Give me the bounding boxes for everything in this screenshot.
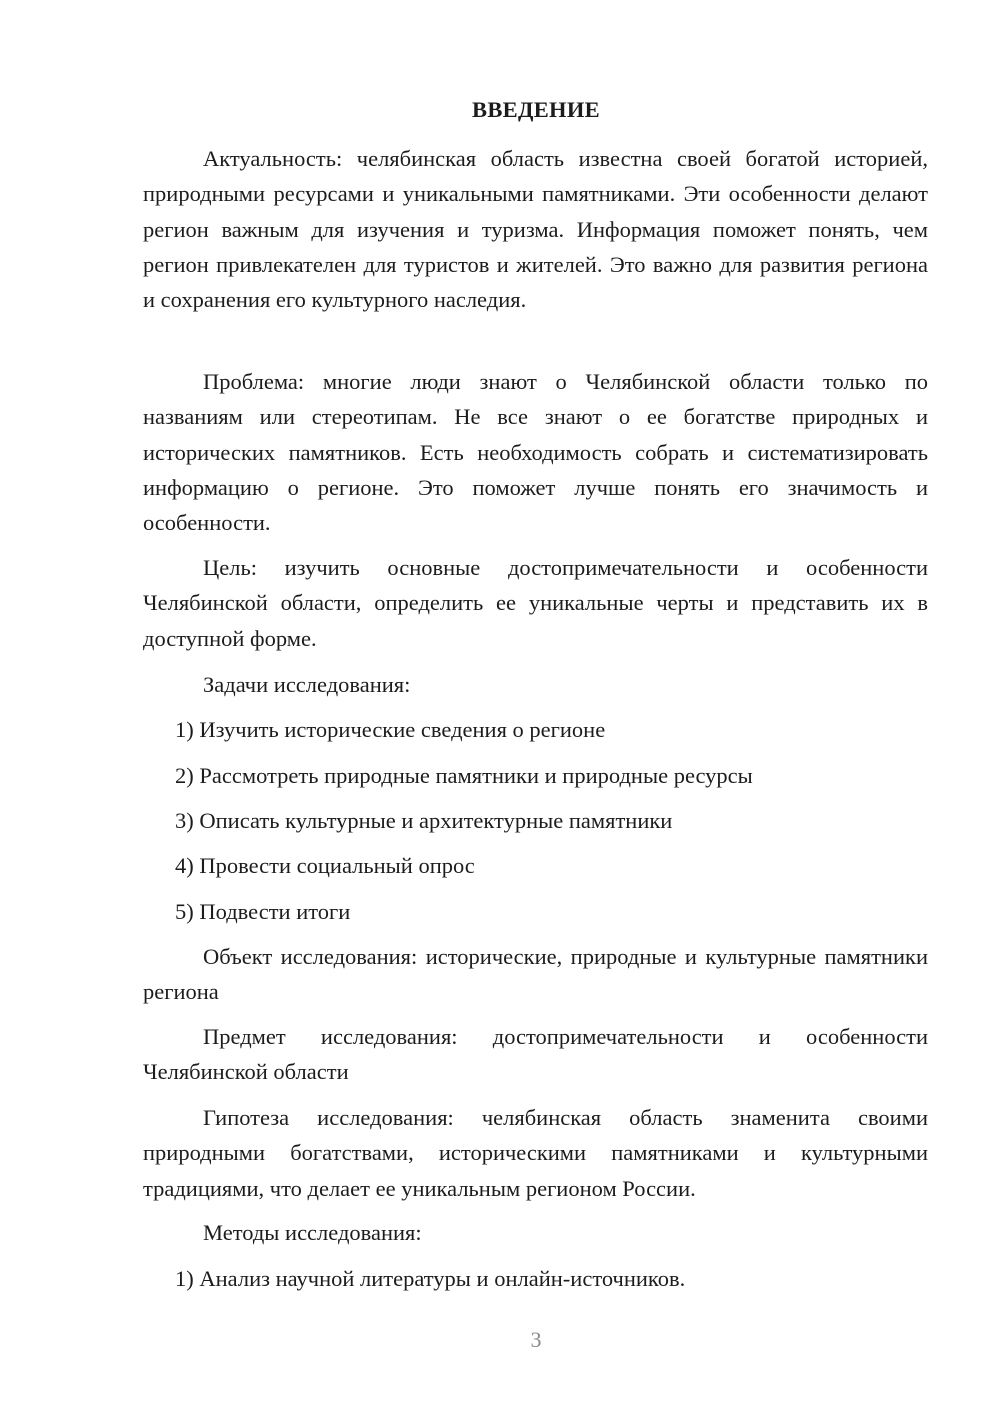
subject-paragraph: Предмет исследования: достопримечательности и особенности Челябинской области	[143, 1024, 928, 1085]
task-item: 5) Подвести итоги	[175, 899, 351, 924]
problem-paragraph: Проблема: многие люди знают о Челябинской области только по названиям или стереотипам. Не все знают о ее богатстве природных и исторических памятников. Есть необходимость собрать и систематизировать информацию о регионе. Это поможет лучше понять его значимость и особенности.	[143, 369, 928, 536]
task-item: 1) Изучить исторические сведения о регионе	[175, 717, 606, 742]
task-item: 4) Провести социальный опрос	[175, 853, 475, 878]
method-item: 1) Анализ научной литературы и онлайн-источников.	[175, 1266, 686, 1291]
task-item: 2) Рассмотреть природные памятники и природные ресурсы	[175, 763, 753, 788]
section-title: ВВЕДЕНИЕ	[472, 97, 600, 122]
page-number: 3	[530, 1327, 542, 1352]
tasks-heading: Задачи исследования:	[203, 672, 411, 697]
task-item: 3) Описать культурные и архитектурные памятники	[175, 808, 673, 833]
object-paragraph: Объект исследования: исторические, природные и культурные памятники региона	[143, 944, 928, 1005]
goal-paragraph: Цель: изучить основные достопримечательности и особенности Челябинской области, определить ее уникальные черты и представить их в доступной форме.	[143, 555, 928, 651]
relevance-paragraph: Актуальность: челябинская область известна своей богатой историей, природными ресурсами и уникальными памятниками. Эти особенности делают регион важным для изучения и туризма. Информация поможет понять, чем регион привлекателен для туристов и жителей. Это важно для развития региона и сохранения его культурного наследия.	[143, 146, 928, 313]
methods-heading: Методы исследования:	[203, 1220, 422, 1245]
hypothesis-paragraph: Гипотеза исследования: челябинская область знаменита своими природными богатствами, историческими памятниками и культурными традициями, что делает ее уникальным регионом России.	[143, 1105, 928, 1201]
